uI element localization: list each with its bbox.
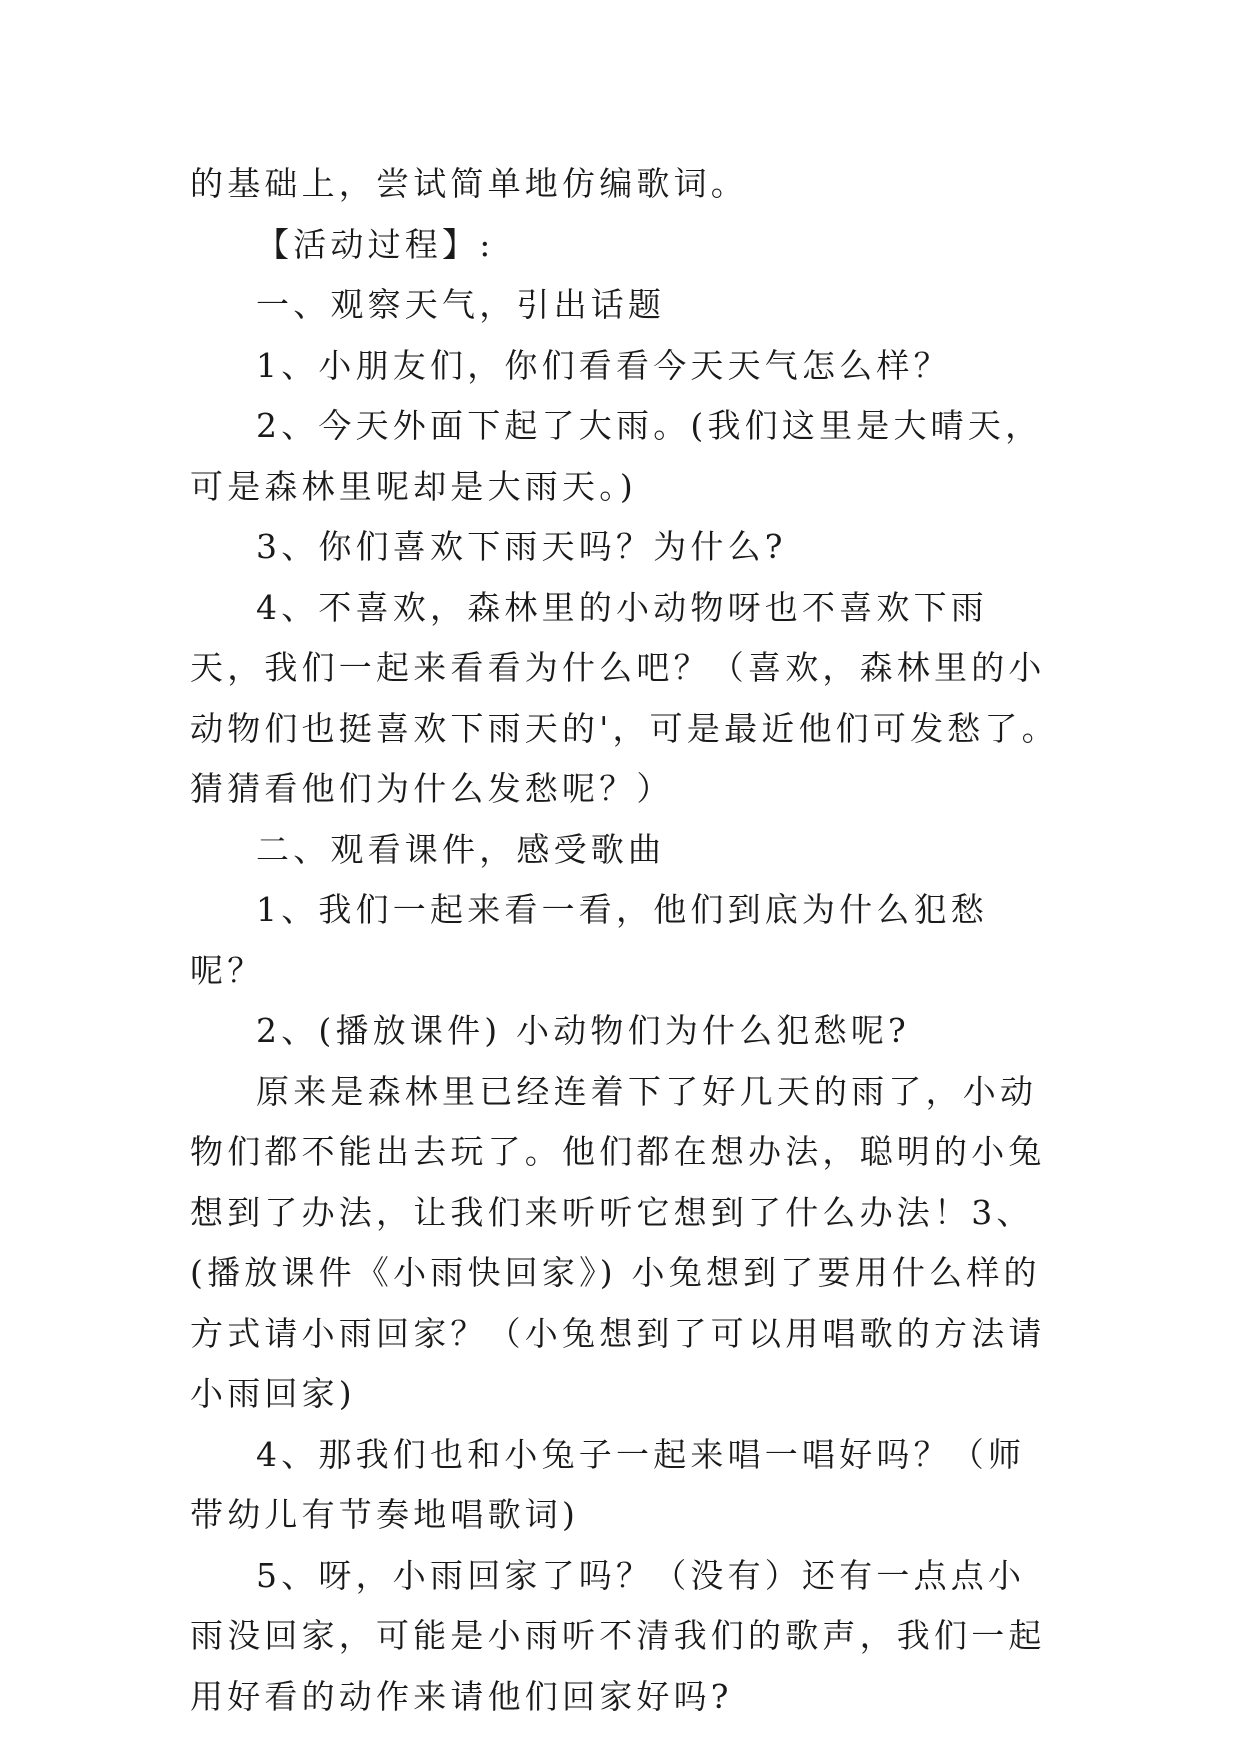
paragraph: 【活动过程】: (256, 224, 495, 264)
paragraph: 3、你们喜欢下雨天吗？为什么? (256, 527, 787, 566)
document-body (190, 154, 1060, 1727)
paragraph: 5、呀，小雨回家了吗？（没有）还有一点点小雨没回家，可能是小雨听不清我们的歌声，我们一起用好看的动作来请他们回家好吗? (190, 1555, 1046, 1716)
paragraph: 4、那我们也和小兔子一起来唱一唱好吗？（师带幼儿有节奏地唱歌词) (190, 1434, 1026, 1534)
paragraph: 二、观看课件，感受歌曲 (256, 829, 666, 869)
paragraph: 4、不喜欢，森林里的小动物呀也不喜欢下雨天，我们一起来看看为什么吧？（喜欢，森林里的小动物们也挺喜欢下雨天的'，可是最近他们可发愁了。猜猜看他们为什么发愁呢？） (190, 587, 1059, 808)
paragraph: 2、今天外面下起了大雨。(我们这里是大晴天，可是森林里呢却是大雨天。) (190, 406, 1043, 506)
paragraph: 一、观察天气，引出话题 (256, 285, 666, 324)
paragraph: 的基础上，尝试简单地仿编歌词。 (190, 164, 748, 203)
paragraph: 2、(播放课件) 小动物们为什么犯愁呢? (256, 1011, 910, 1050)
paragraph: 1、我们一起来看一看，他们到底为什么犯愁呢？ (190, 890, 988, 990)
paragraph: 1、小朋友们，你们看看今天天气怎么样？ (256, 345, 951, 385)
paragraph: 原来是森林里已经连着下了好几天的雨了，小动物们都不能出去玩了。他们都在想办法，聪明的小兔想到了办法，让我们来听听它想到了什么办法！3、(播放课件《小雨快回家》) 小兔想到了要用什么样的方式请小雨回家？（小兔想到了可以用唱歌的方法请小雨回家) (190, 1071, 1046, 1413)
